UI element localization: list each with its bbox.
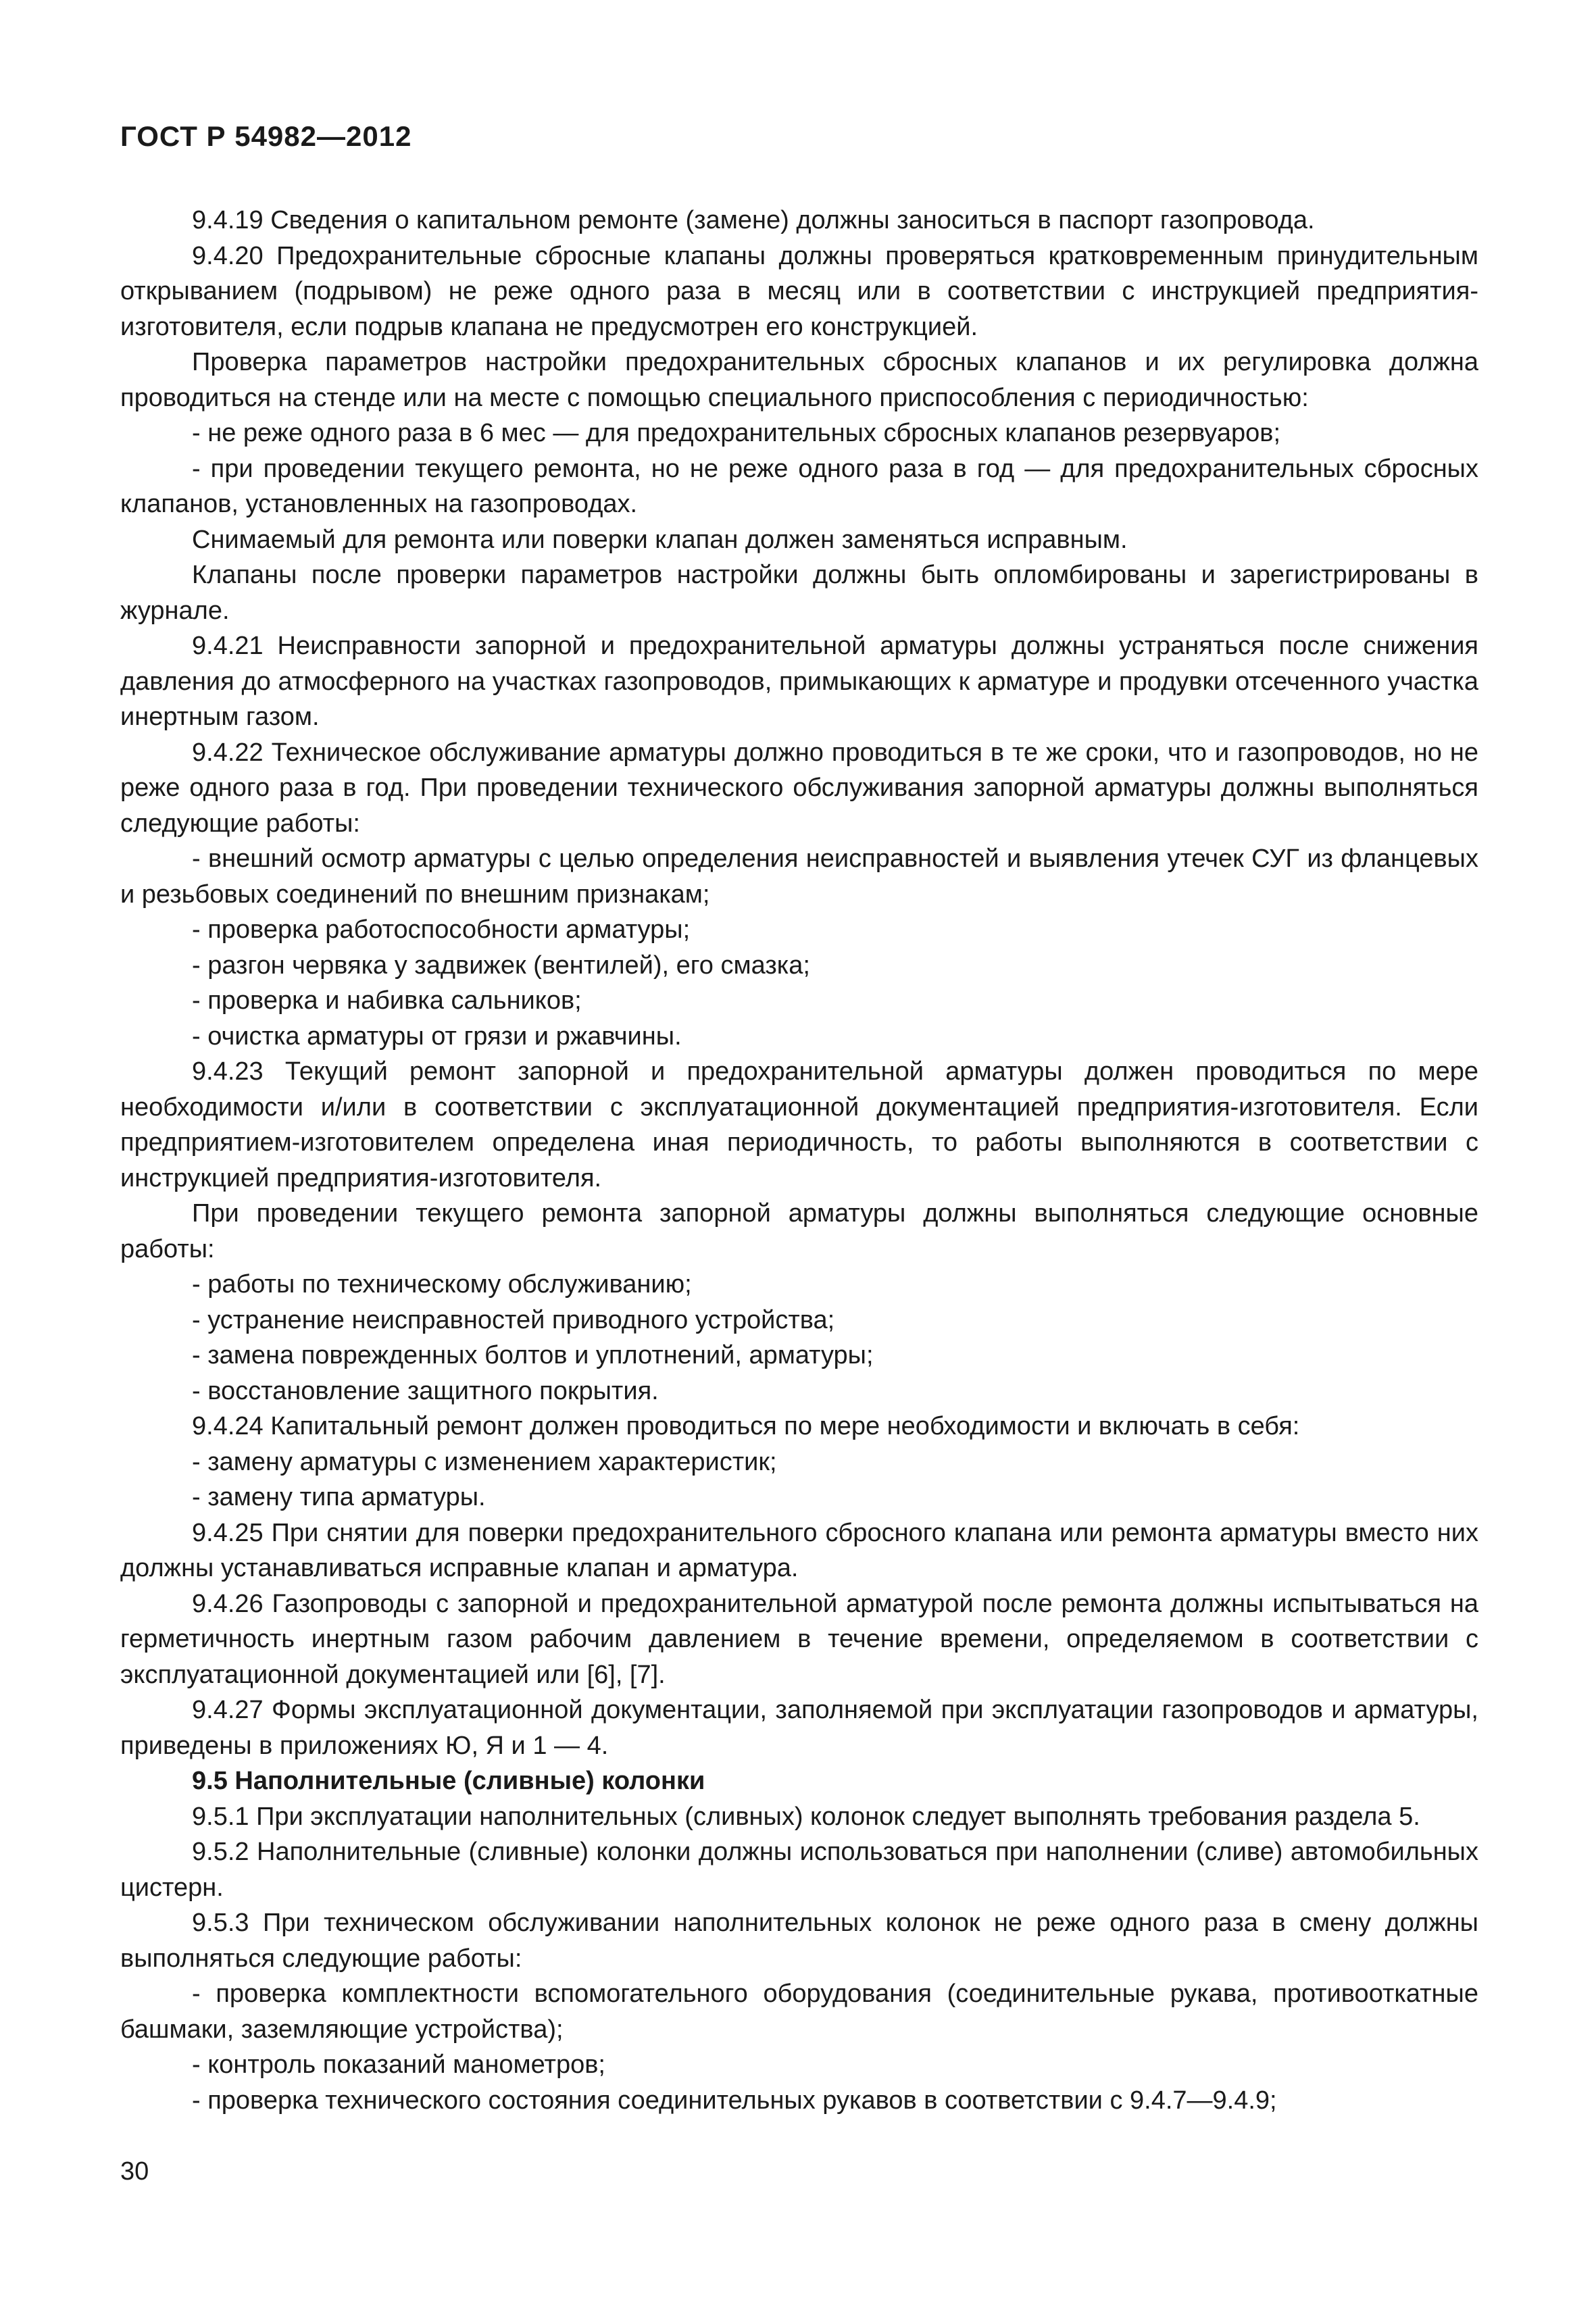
list-item: - не реже одного раза в 6 мес — для предохранительных сбросных клапанов резервуаров;: [192, 419, 1281, 447]
paragraph: Клапаны после проверки параметров настройки должны быть опломбированы и зарегистрированы в журнале.: [120, 561, 1478, 625]
list-item: - замену арматуры с изменением характеристик;: [192, 1447, 777, 1476]
list-item: - устранение неисправностей приводного устройства;: [192, 1305, 835, 1334]
list-item: - очистка арматуры от грязи и ржавчины.: [192, 1022, 682, 1051]
paragraph: 9.4.25 При снятии для поверки предохранительного сбросного клапана или ремонта арматуры вместо них должны устанавливаться исправные клапан и арматура.: [120, 1518, 1478, 1582]
paragraph: 9.4.24 Капитальный ремонт должен проводиться по мере необходимости и включать в себя:: [192, 1412, 1300, 1440]
list-item: - восстановление защитного покрытия.: [192, 1376, 659, 1405]
body-text: [120, 203, 1478, 2118]
list-item: - проверка комплектности вспомогательного оборудования (соединительные рукава, противооткатные башмаки, заземляющие устройства);: [120, 1980, 1478, 2044]
paragraph: 9.4.27 Формы эксплуатационной документации, заполняемой при эксплуатации газопроводов и арматуры, приведены в приложениях Ю, Я и 1 — 4.: [120, 1696, 1478, 1760]
list-item: - контроль показаний манометров;: [192, 2051, 605, 2079]
document-header: ГОСТ Р 54982—2012: [120, 120, 412, 152]
list-item: - разгон червяка у задвижек (вентилей), его смазка;: [192, 951, 810, 980]
paragraph: 9.4.23 Текущий ремонт запорной и предохранительной арматуры должен проводиться по мере необходимости и/или в соответствии с эксплуатационной документацией предприятия-изготовителя. Если предприятием-изготовителем определена иная периодичность, то работы выполняются в соответствии с инструкцией предприятия-изготовителя.: [120, 1057, 1478, 1192]
list-item: - проверка и набивка сальников;: [192, 986, 582, 1015]
list-item: - замена поврежденных болтов и уплотнений, арматуры;: [192, 1341, 874, 1369]
paragraph: 9.4.21 Неисправности запорной и предохранительной арматуры должны устраняться после снижения давления до атмосферного на участках газопроводов, примыкающих к арматуре и продувки отсеченного участка инертным газом.: [120, 632, 1478, 731]
paragraph: Снимаемый для ремонта или поверки клапан должен заменяться исправным.: [192, 525, 1128, 554]
list-item: - при проведении текущего ремонта, но не реже одного раза в год — для предохранительных сбросных клапанов, установленных на газопроводах.: [120, 454, 1478, 518]
list-item: - проверка работоспособности арматуры;: [192, 915, 691, 944]
paragraph: 9.4.22 Техническое обслуживание арматуры должно проводиться в те же сроки, что и газопроводов, но не реже одного раза в год. При проведении технического обслуживания запорной арматуры должны выполняться следующие работы:: [120, 738, 1478, 838]
list-item: - внешний осмотр арматуры с целью определения неисправностей и выявления утечек СУГ из фланцевых и резьбовых соединений по внешним признакам;: [120, 845, 1478, 909]
paragraph: 9.5.1 При эксплуатации наполнительных (сливных) колонок следует выполнять требования раздела 5.: [192, 1802, 1420, 1831]
list-item: - проверка технического состояния соединительных рукавов в соответствии с 9.4.7—9.4.9;: [192, 2086, 1277, 2115]
list-item: - работы по техническому обслуживанию;: [192, 1270, 692, 1299]
list-item: - замену типа арматуры.: [192, 1483, 486, 1511]
paragraph: 9.4.20 Предохранительные сбросные клапаны должны проверяться кратковременным принудительным открыванием (подрывом) не реже одного раза в месяц или в соответствии с инструкцией предприятия-изготовителя, если подрыв клапана не предусмотрен его конструкцией.: [120, 241, 1478, 341]
section-heading: 9.5 Наполнительные (сливные) колонки: [192, 1767, 705, 1795]
paragraph: При проведении текущего ремонта запорной арматуры должны выполняться следующие основные работы:: [120, 1199, 1478, 1263]
paragraph: 9.4.26 Газопроводы с запорной и предохранительной арматурой после ремонта должны испытываться на герметичность инертным газом рабочим давлением в течение времени, определяемом в соответствии с эксплуатационной документацией или [6], [7].: [120, 1589, 1478, 1689]
paragraph: 9.5.3 При техническом обслуживании наполнительных колонок не реже одного раза в смену должны выполняться следующие работы:: [120, 1909, 1478, 1973]
paragraph: 9.5.2 Наполнительные (сливные) колонки должны использоваться при наполнении (сливе) автомобильных цистерн.: [120, 1838, 1478, 1902]
paragraph: Проверка параметров настройки предохранительных сбросных клапанов и их регулировка должна проводиться на стенде или на месте с помощью специального приспособления с периодичностью:: [120, 348, 1478, 412]
paragraph: 9.4.19 Сведения о капитальном ремонте (замене) должны заноситься в паспорт газопровода.: [192, 206, 1315, 234]
page-number: 30: [120, 2157, 149, 2186]
